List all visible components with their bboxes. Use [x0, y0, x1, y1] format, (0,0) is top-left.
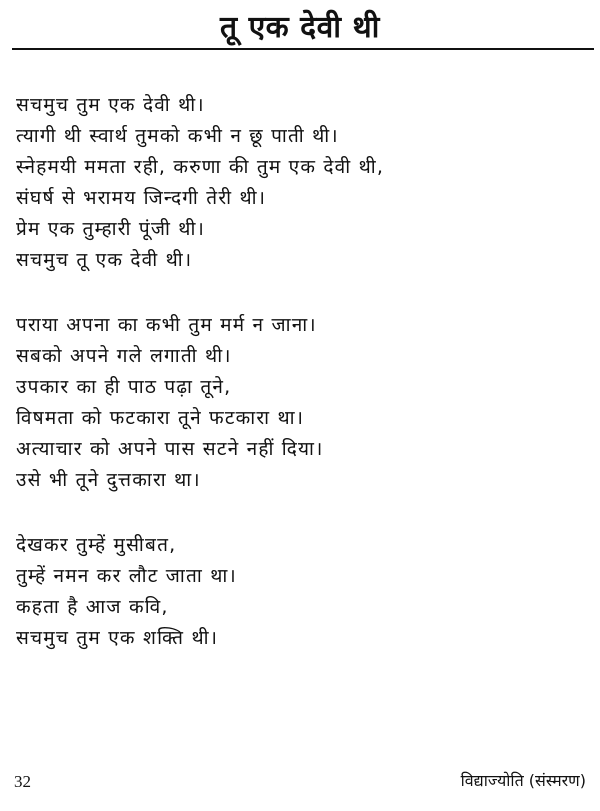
poem-line: उसे भी तूने दुत्तकारा था। — [16, 469, 201, 491]
poem-line: पराया अपना का कभी तुम मर्म न जाना। — [16, 314, 317, 336]
poem-line: सबको अपने गले लगाती थी। — [16, 345, 232, 367]
poem-line: सचमुच तू एक देवी थी। — [16, 249, 193, 271]
title-underline — [12, 48, 594, 50]
poem-body — [16, 90, 588, 688]
poem-line: विषमता को फटकारा तूने फटकारा था। — [16, 407, 305, 429]
poem-line: तुम्हें नमन कर लौट जाता था। — [16, 565, 237, 587]
poem-line: सचमुच तुम एक शक्ति थी। — [16, 627, 219, 649]
running-footer-title: विद्याज्योति (संस्मरण) — [460, 771, 586, 790]
poem-line: प्रेम एक तुम्हारी पूंजी थी। — [16, 218, 205, 240]
poem-line: अत्याचार को अपने पास सटने नहीं दिया। — [16, 438, 324, 460]
page-number: 32 — [14, 772, 31, 791]
poem-title: तू एक देवी थी — [220, 10, 380, 45]
poem-line: सचमुच तुम एक देवी थी। — [16, 94, 205, 116]
poem-line: स्नेहमयी ममता रही, करुणा की तुम एक देवी थी, — [16, 156, 385, 178]
poem-line: देखकर तुम्हें मुसीबत, — [16, 534, 177, 556]
poem-line: त्यागी थी स्वार्थ तुमको कभी न छू पाती थी। — [16, 125, 339, 147]
stanza — [16, 310, 588, 496]
stanza — [16, 530, 588, 654]
poem-line: उपकार का ही पाठ पढ़ा तूने, — [16, 376, 232, 398]
stanza — [16, 90, 588, 276]
poem-line: कहता है आज कवि, — [16, 596, 169, 618]
poem-line: संघर्ष से भरामय जिन्दगी तेरी थी। — [16, 187, 267, 209]
